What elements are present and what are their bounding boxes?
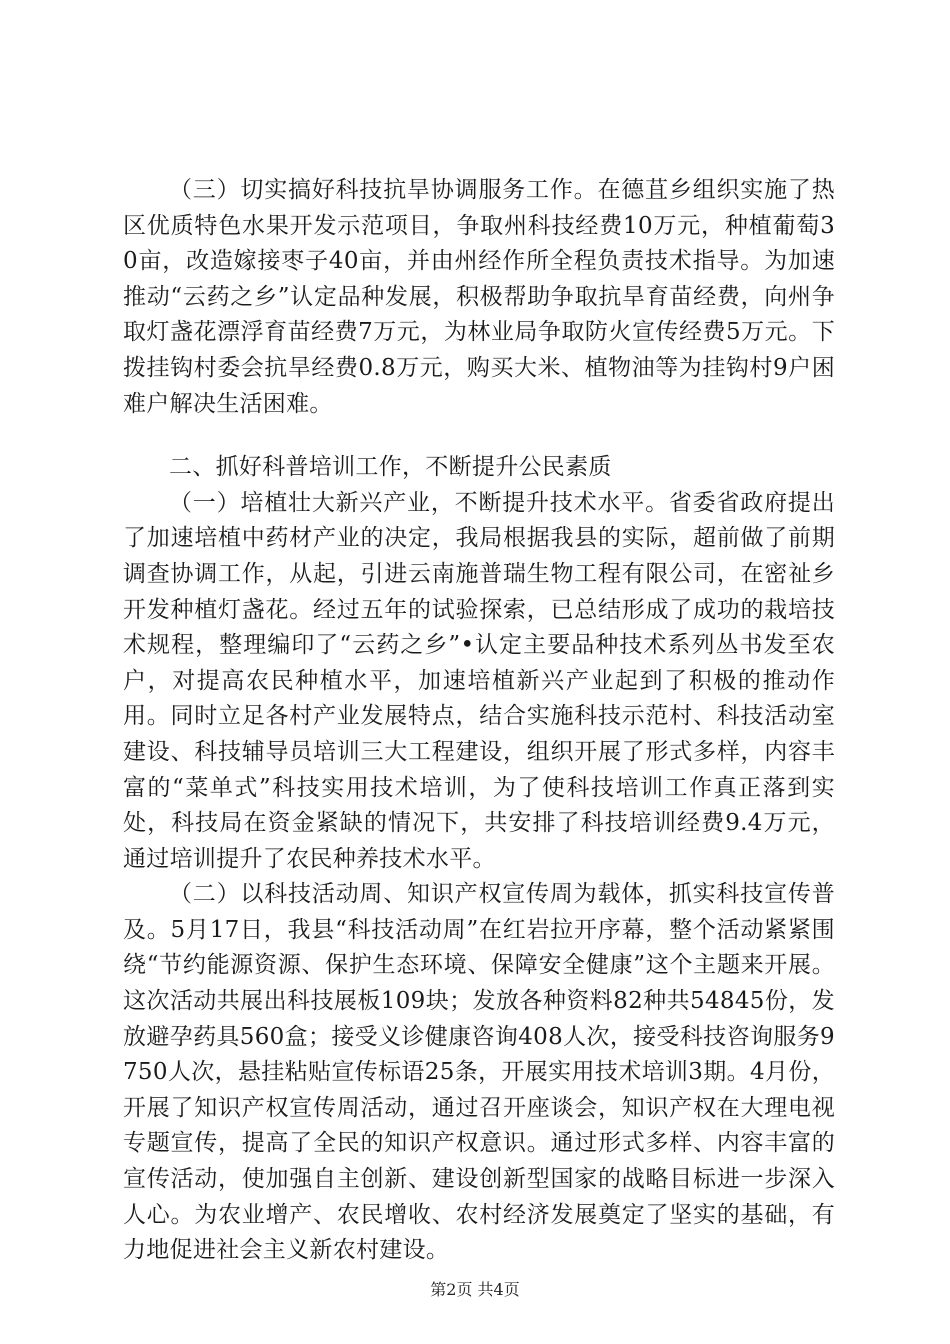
paragraph-spacer [123,422,835,450]
paragraph-science-week: （二）以科技活动周、知识产权宣传周为载体，抓实科技宣传普及。5月17日，我县“科技活动周”在红岩拉开序幕，整个活动紧紧围绕“节约能源资源、保护生态环境、保障安全健康”这个主题来开展。这次活动共展出科技展板109块；发放各种资料82种共54845份，发放避孕药具560盒；接受义诊健康咨询408人次，接受科技咨询服务9750人次，悬挂粘贴宣传标语25条，开展实用技术培训3期。4月份，开展了知识产权宣传周活动，通过召开座谈会，知识产权在大理电视专题宣传，提高了全民的知识产权意识。通过形式多样、内容丰富的宣传活动，使加强自主创新、建设创新型国家的战略目标进一步深入人心。为农业增产、农民增收、农村经济发展奠定了坚实的基础，有力地促进社会主义新农村建设。 [123,881,835,1264]
paragraph-drought-relief: （三）切实搞好科技抗旱协调服务工作。在德苴乡组织实施了热区优质特色水果开发示范项目，争取州科技经费10万元，种植葡萄30亩，改造嫁接枣子40亩，并由州经作所全程负责技术指导。为加速推动“云药之乡”认定品种发展，积极帮助争取抗旱育苗经费，向州争取灯盏花漂浮育苗经费7万元，为林业局争取防火宣传经费5万元。下拨挂钩村委会抗旱经费0.8万元，购买大米、植物油等为挂钩村9户困难户解决生活困难。 [123,177,835,417]
section-heading-training: 二、抓好科普培训工作，不断提升公民素质 [169,454,612,481]
paragraph-emerging-industry: （一）培植壮大新兴产业，不断提升技术水平。省委省政府提出了加速培植中药材产业的决定，我局根据我县的实际，超前做了前期调查协调工作，从起，引进云南施普瑞生物工程有限公司，在密祉乡开发种植灯盏花。经过五年的试验探索，已总结形成了成功的栽培技术规程，整理编印了“云药之乡”•认定主要品种技术系列丛书发至农户，对提高农民种植水平，加速培植新兴产业起到了积极的推动作用。同时立足各村产业发展特点，结合实施科技示范村、科技活动室建设、科技辅导员培训三大工程建设，组织开展了形式多样，内容丰富的“菜单式”科技实用技术培训，为了使科技培训工作真正落到实处，科技局在资金紧缺的情况下，共安排了科技培训经费9.4万元，通过培训提升了农民种养技术水平。 [123,489,835,872]
page-number: 第2页 共4页 [430,1280,520,1299]
document-body [123,173,835,1269]
